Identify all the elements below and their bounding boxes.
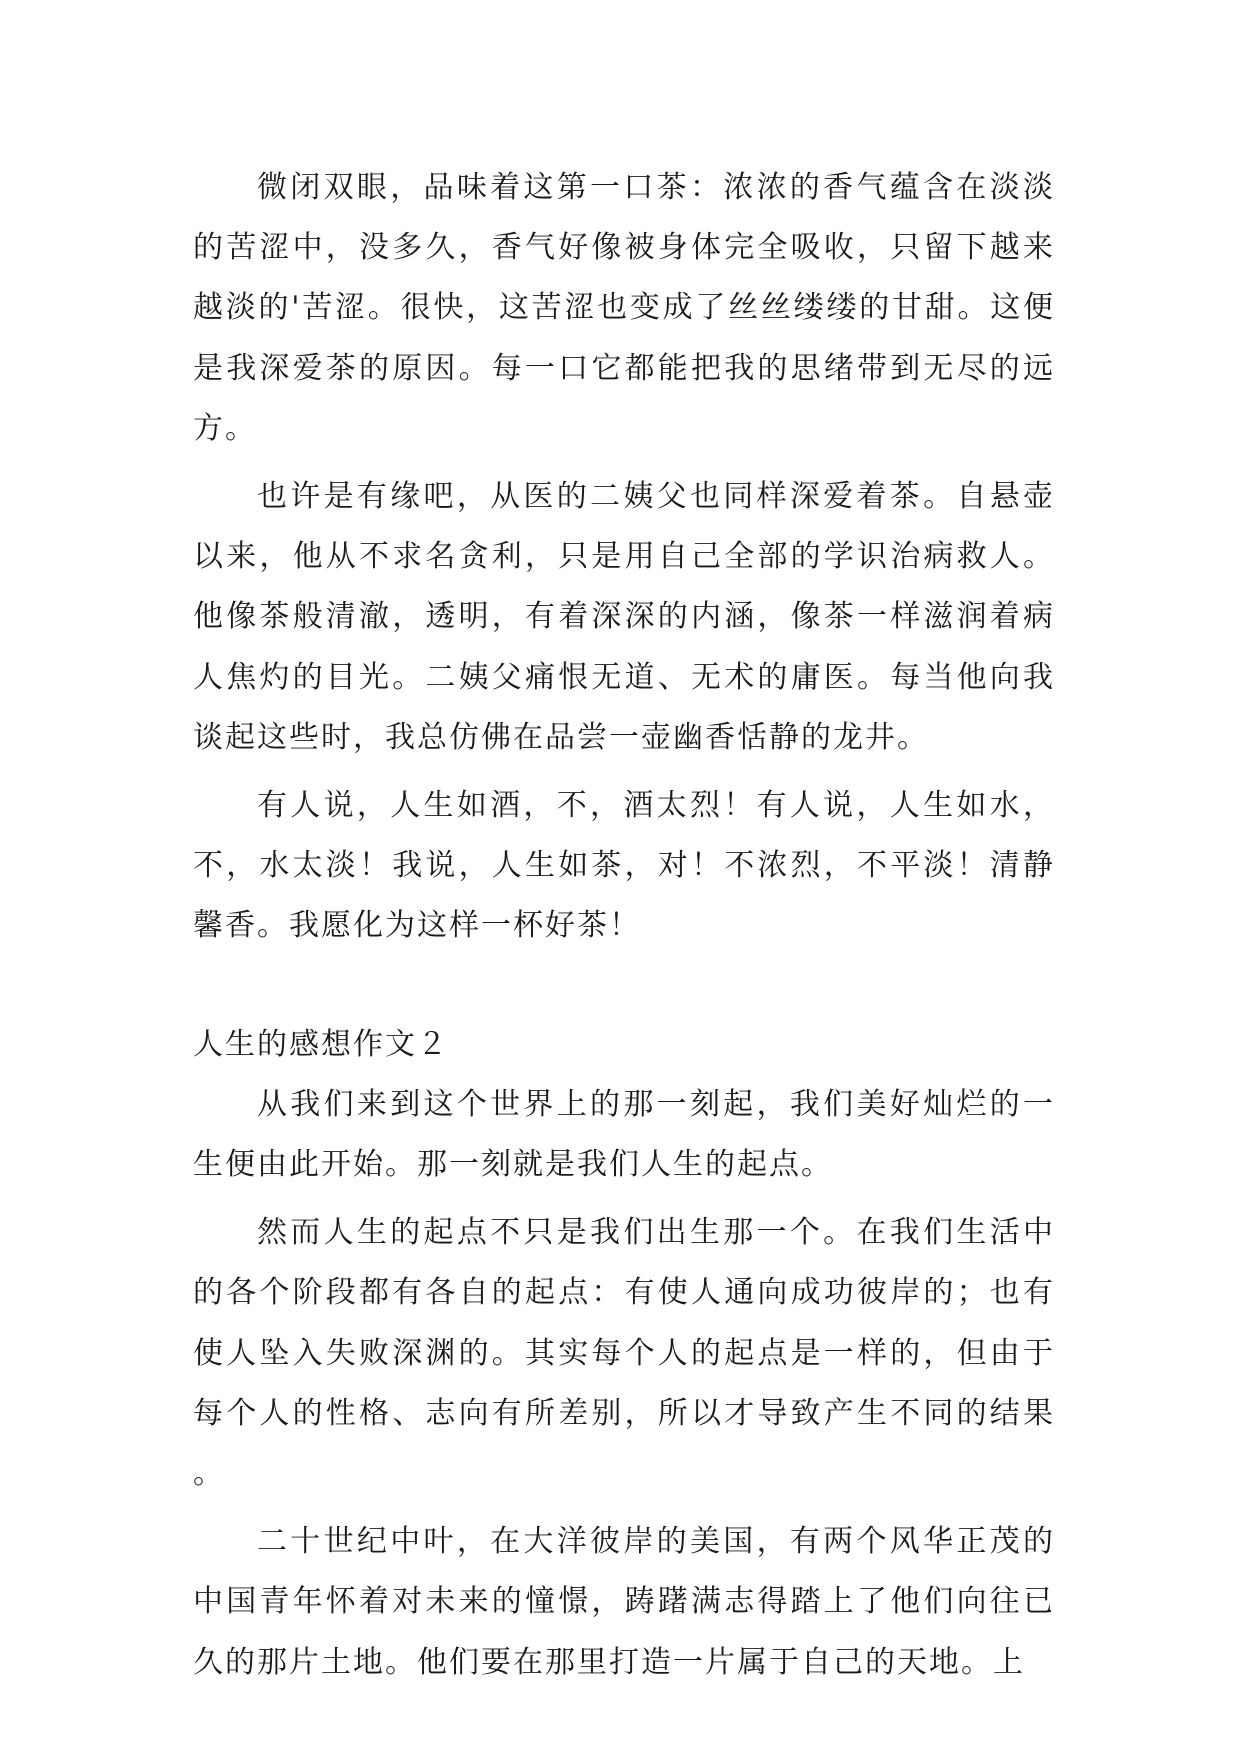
essay-heading-2: 人生的感想作文２ xyxy=(193,1026,449,1062)
paragraph-life-like-tea: 有人说，人生如酒，不，酒太烈！有人说，人生如水，不，水太淡！我说，人生如茶，对！不浓烈，不平淡！清静馨香。我愿化为这样一杯好茶！ xyxy=(193,788,1055,944)
paragraph-life-start: 从我们来到这个世界上的那一刻起，我们美好灿烂的一生便由此开始。那一刻就是我们人生的起点。 xyxy=(193,1086,1055,1183)
paragraph-starting-points: 然而人生的起点不只是我们出生那一个。在我们生活中的各个阶段都有各自的起点：有使人通向成功彼岸的；也有使人坠入失败深渊的。其实每个人的起点是一样的，但由于每个人的性格、志向有所差别，所以才导致产生不同的结果。 xyxy=(193,1215,1055,1492)
paragraph-tea-taste: 微闭双眼，品味着这第一口茶：浓浓的香气蕴含在淡淡的苦涩中，没多久，香气好像被身体完全吸收，只留下越来越淡的'苦涩。很快，这苦涩也变成了丝丝缕缕的甘甜。这便是我深爱茶的原因。每一口它都能把我的思绪带到无尽的远方。 xyxy=(193,170,1055,446)
paragraph-two-youths: 二十世纪中叶，在大洋彼岸的美国，有两个风华正茂的中国青年怀着对未来的憧憬，踌躇满志得踏上了他们向往已久的那片土地。他们要在那里打造一片属于自己的天地。上 xyxy=(193,1524,1055,1680)
document-body xyxy=(193,158,1055,1701)
paragraph-uncle-doctor: 也许是有缘吧，从医的二姨父也同样深爱着茶。自悬壶以来，他从不求名贪利，只是用自己全部的学识治病救人。他像茶般清澈，透明，有着深深的内涵，像茶一样滋润着病人焦灼的目光。二姨父痛恨无道、无术的庸医。每当他向我谈起这些时，我总仿佛在品尝一壶幽香恬静的龙井。 xyxy=(193,479,1055,755)
